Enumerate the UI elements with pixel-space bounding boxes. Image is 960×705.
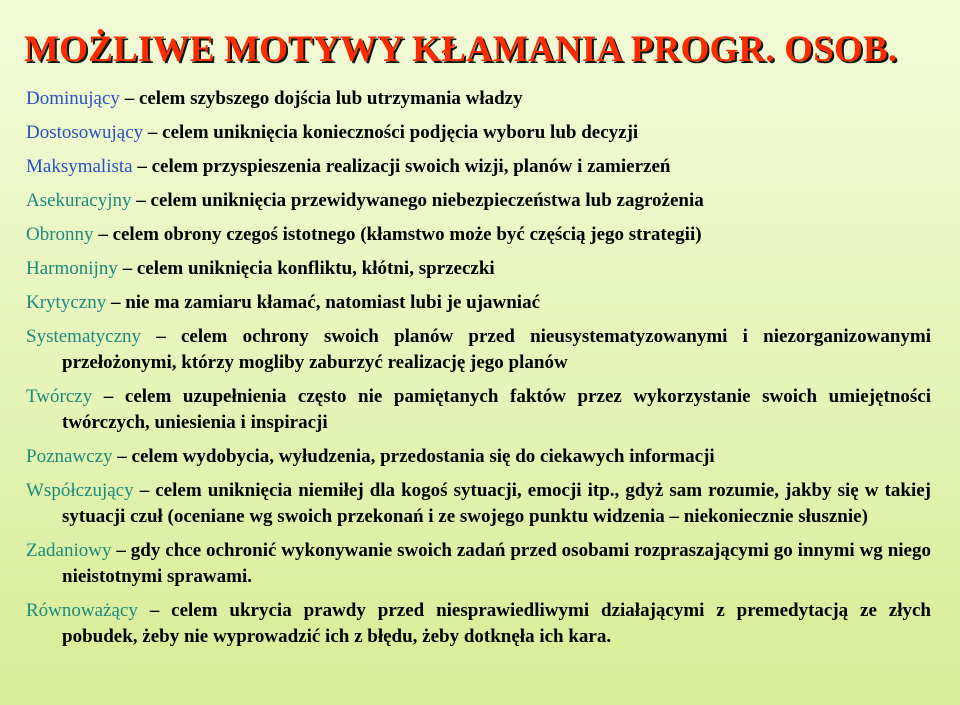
motive-item-harmonijny [26,256,931,282]
motive-term: Twórczy [26,386,93,407]
motive-item-systematyczny [26,324,931,376]
motive-definition: – celem uniknięcia niemiłej dla kogoś sytuacji, emocji itp., gdyż sam rozumie, jakby się w takiej sytuacji czuł (oceniane wg swoich przekonań i ze swojego punktu widzenia – niekoniecznie słusznie) [62,480,931,527]
motive-term: Harmonijny [26,258,118,279]
motive-item-krytyczny [26,290,931,316]
motive-definition: – celem uzupełnienia często nie pamiętanych faktów przez wykorzystanie swoich umiejętności twórczych, uniesienia i inspiracji [62,386,931,433]
motive-item-tworczy [26,384,931,436]
motive-term: Poznawczy [26,446,113,467]
motive-term: Zadaniowy [26,540,112,561]
motive-definition: – celem uniknięcia konfliktu, kłótni, sprzeczki [122,258,495,279]
motive-definition: – celem obrony czegoś istotnego (kłamstwo może być częścią jego strategii) [98,224,702,245]
motive-definition: – celem uniknięcia przewidywanego niebezpieczeństwa lub zagrożenia [136,190,704,211]
motive-term: Obronny [26,224,94,245]
motive-definition: – celem ochrony swoich planów przed nieusystematyzowanymi i niezorganizowanymi przełożonymi, którzy mogliby zaburzyć realizację jego planów [62,326,931,373]
slide-title: MOŻLIWE MOTYWY KŁAMANIA PROGR. OSOB. [24,29,898,70]
motive-item-wspolczujacy [26,478,931,530]
motive-term: Współczujący [26,480,134,501]
motive-definition: – nie ma zamiaru kłamać, natomiast lubi je ujawniać [110,292,541,313]
motive-item-asekuracyjny [26,188,931,214]
motive-definition: – gdy chce ochronić wykonywanie swoich zadań przed osobami rozpraszającymi go innymi wg niego nieistotnymi sprawami. [62,540,931,587]
motive-term: Asekuracyjny [26,190,132,211]
motive-item-maksymalista [26,154,931,180]
motive-term: Równoważący [26,600,138,621]
motive-item-obronny [26,222,931,248]
motive-item-dostosowujacy [26,120,931,146]
motive-term: Dominujący [26,88,120,109]
motive-item-poznawczy [26,444,931,470]
motives-list [26,86,931,658]
motive-definition: – celem wydobycia, wyłudzenia, przedostania się do ciekawych informacji [117,446,715,467]
motive-definition: – celem szybszego dojścia lub utrzymania władzy [124,88,523,109]
motive-term: Systematyczny [26,326,142,347]
motive-item-rownowazacy [26,598,931,650]
motive-term: Dostosowujący [26,122,144,143]
motive-term: Maksymalista [26,156,133,177]
motive-definition: – celem przyspieszenia realizacji swoich wizji, planów i zamierzeń [137,156,671,177]
motive-definition: – celem ukrycia prawdy przed niesprawiedliwymi działającymi z premedytacją ze złych pobudek, żeby nie wyprowadzić ich z błędu, żeby dotknęła ich kara. [62,600,932,647]
motive-item-dominujacy [26,86,931,112]
motive-item-zadaniowy [26,538,931,590]
motive-definition: – celem uniknięcia konieczności podjęcia wyboru lub decyzji [147,122,639,143]
motive-term: Krytyczny [26,292,107,313]
